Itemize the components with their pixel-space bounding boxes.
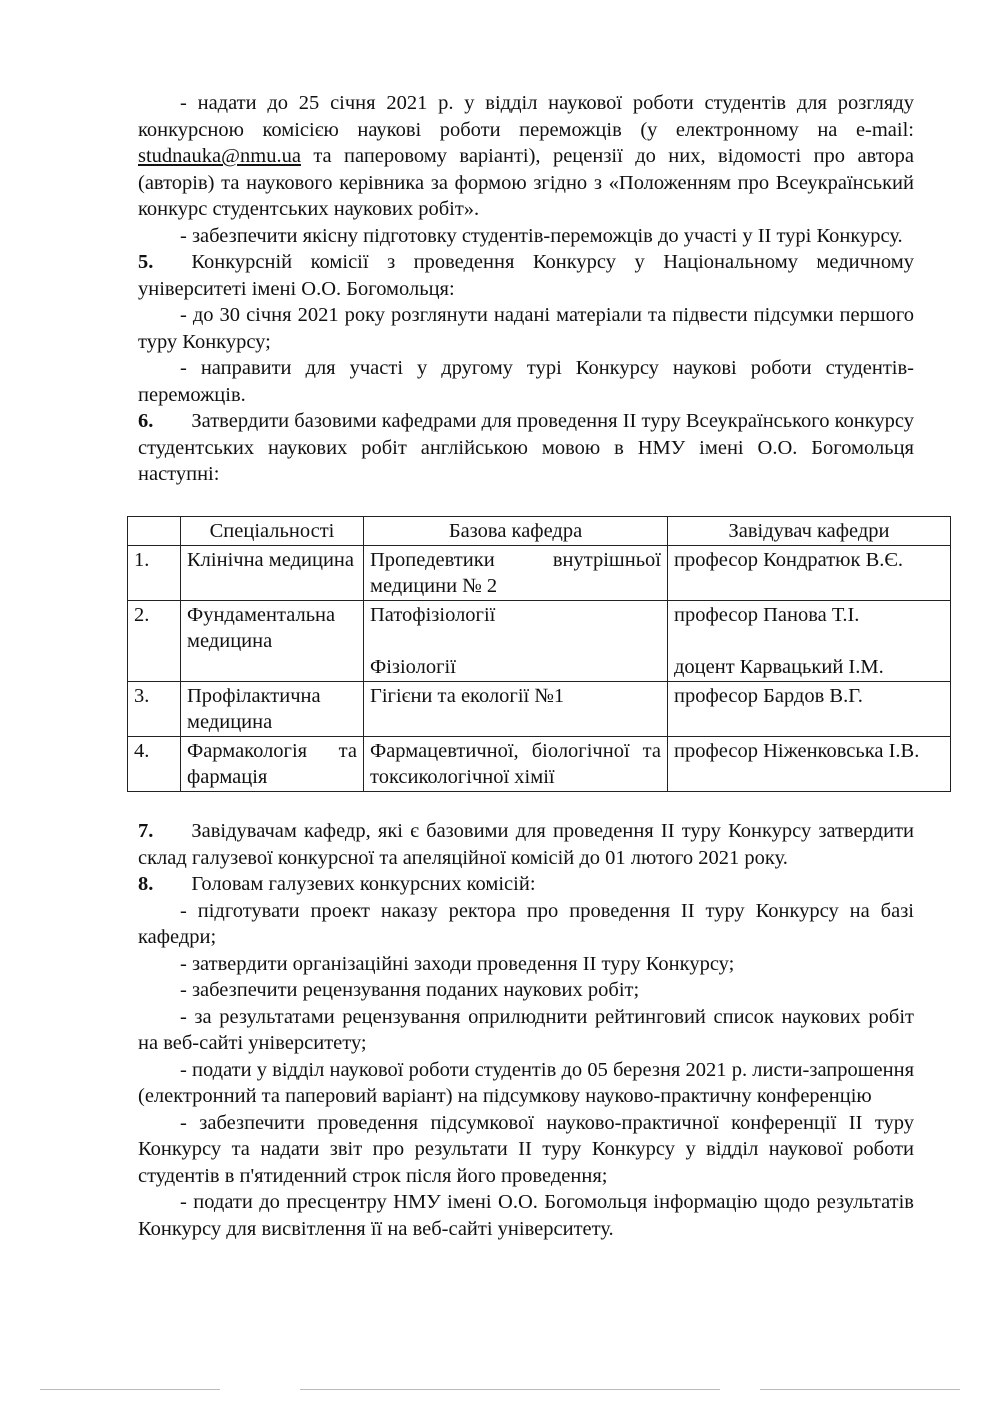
item-text: Затвердити базовими кафедрами для проведення ІІ туру Всеукраїнського конкурсу студентських наукових робіт англійською мовою в НМУ імені О.О. Богомольця наступні: xyxy=(138,410,914,485)
table-header-row xyxy=(128,517,951,546)
header-cell-department: Базова кафедра xyxy=(364,517,668,546)
header-cell-number xyxy=(128,517,181,546)
scan-artifact xyxy=(40,1389,220,1390)
item-text: Конкурсній комісії з проведення Конкурсу у Національному медичному університеті імені О.О. Богомольця: xyxy=(138,251,914,300)
row-number: 3. xyxy=(128,682,181,737)
item-text: Завідувачам кафедр, які є базовими для проведення ІІ туру Конкурсу затвердити склад галузевої конкурсної та апеляційної комісій до 01 лютого 2021 року. xyxy=(138,820,914,869)
header-cell-head: Завідувач кафедри xyxy=(668,517,951,546)
item-8-sub-1: - підготувати проект наказу ректора про проведення ІІ туру Конкурсу на базі кафедри; xyxy=(138,899,914,948)
scan-artifact xyxy=(760,1389,960,1390)
row-number: 2. xyxy=(128,601,181,682)
item-7 xyxy=(138,818,914,871)
head-name: доцент Карвацький І.М. xyxy=(674,656,884,678)
email-link[interactable]: studnauka@nmu.ua xyxy=(138,145,301,167)
row-department xyxy=(364,601,668,682)
row-head: професор Кондратюк В.Є. xyxy=(668,546,951,601)
row-specialty: Клінічна медицина xyxy=(181,546,364,601)
row-head: професор Ніженковська І.В. xyxy=(668,737,951,792)
item-8-sub-7: - подати до пресцентру НМУ імені О.О. Богомольця інформацію щодо результатів Конкурсу для висвітлення її на веб-сайті університету. xyxy=(138,1191,914,1240)
table-row xyxy=(128,546,951,601)
item-8-sub-3: - забезпечити рецензування поданих наукових робіт; xyxy=(180,979,640,1001)
row-specialty: Фундаментальна медицина xyxy=(181,601,364,682)
item-8-sub-2: - затвердити організаційні заходи проведення ІІ туру Конкурсу; xyxy=(180,952,735,975)
table-row xyxy=(128,601,951,682)
item-8 xyxy=(138,871,914,898)
row-number: 1. xyxy=(128,546,181,601)
base-departments-table xyxy=(127,516,951,792)
item-8-sub-6: - забезпечити проведення підсумкової науково-практичної конференції ІІ туру Конкурсу та надати звіт про результати ІІ туру Конкурсу у відділ наукової роботи студентів в п'ятиденний строк після його проведення; xyxy=(138,1111,914,1187)
row-department: Гігієни та екології №1 xyxy=(364,682,668,737)
item-text: Головам галузевих конкурсних комісій: xyxy=(191,873,536,895)
row-department: Фармацевтичної, біологічної та токсикологічної хімії xyxy=(364,737,668,792)
header-cell-specialty: Спеціальності xyxy=(181,517,364,546)
cell-spacer xyxy=(370,628,661,654)
row-department: Пропедевтики внутрішньої медицини № 2 xyxy=(364,546,668,601)
department-name: Фізіології xyxy=(370,656,456,678)
item-5-sub-2: - направити для участі у другому турі Конкурсу наукові роботи студентів-переможців. xyxy=(138,357,914,406)
paragraph-submit-works xyxy=(138,90,914,223)
row-head xyxy=(668,601,951,682)
cell-spacer xyxy=(674,628,944,654)
item-5 xyxy=(138,249,914,302)
paragraph-text: - надати до 25 січня 2021 р. у відділ наукової роботи студентів для розгляду конкурсною комісією наукові роботи переможців (у електронному на e-mail: xyxy=(138,92,914,141)
row-specialty: Профілактична медицина xyxy=(181,682,364,737)
table-row xyxy=(128,737,951,792)
scan-artifact xyxy=(300,1389,720,1390)
table-row xyxy=(128,682,951,737)
head-name: професор Панова Т.І. xyxy=(674,604,860,626)
item-number: 8. xyxy=(138,873,154,895)
top-section xyxy=(138,90,914,488)
paragraph-prepare-students: - забезпечити якісну підготовку студентів-переможців до участі у ІІ турі Конкурсу. xyxy=(180,224,903,247)
row-head: професор Бардов В.Г. xyxy=(668,682,951,737)
paragraph-text: та паперовому варіанті), рецензії до них, відомості про автора (авторів) та наукового керівника за формою згідно з «Положенням про Всеукраїнський конкурс студентських наукових робіт». xyxy=(138,145,914,220)
department-name: Патофізіології xyxy=(370,604,496,626)
item-number: 6. xyxy=(138,410,154,432)
item-number: 5. xyxy=(138,251,154,273)
item-8-sub-4: - за результатами рецензування оприлюднити рейтинговий список наукових робіт на веб-сайті університету; xyxy=(138,1005,914,1054)
bottom-section xyxy=(138,818,914,1242)
item-8-sub-5: - подати у відділ наукової роботи студентів до 05 березня 2021 р. листи-запрошення (електронний та паперовий варіант) на підсумкову науково-практичну конференцію xyxy=(138,1058,914,1107)
row-number: 4. xyxy=(128,737,181,792)
item-number: 7. xyxy=(138,820,154,842)
item-5-sub-1: - до 30 січня 2021 року розглянути надані матеріали та підвести підсумки першого туру Конкурсу; xyxy=(138,304,914,353)
item-6 xyxy=(138,408,914,488)
row-specialty: Фармакологія та фармація xyxy=(181,737,364,792)
